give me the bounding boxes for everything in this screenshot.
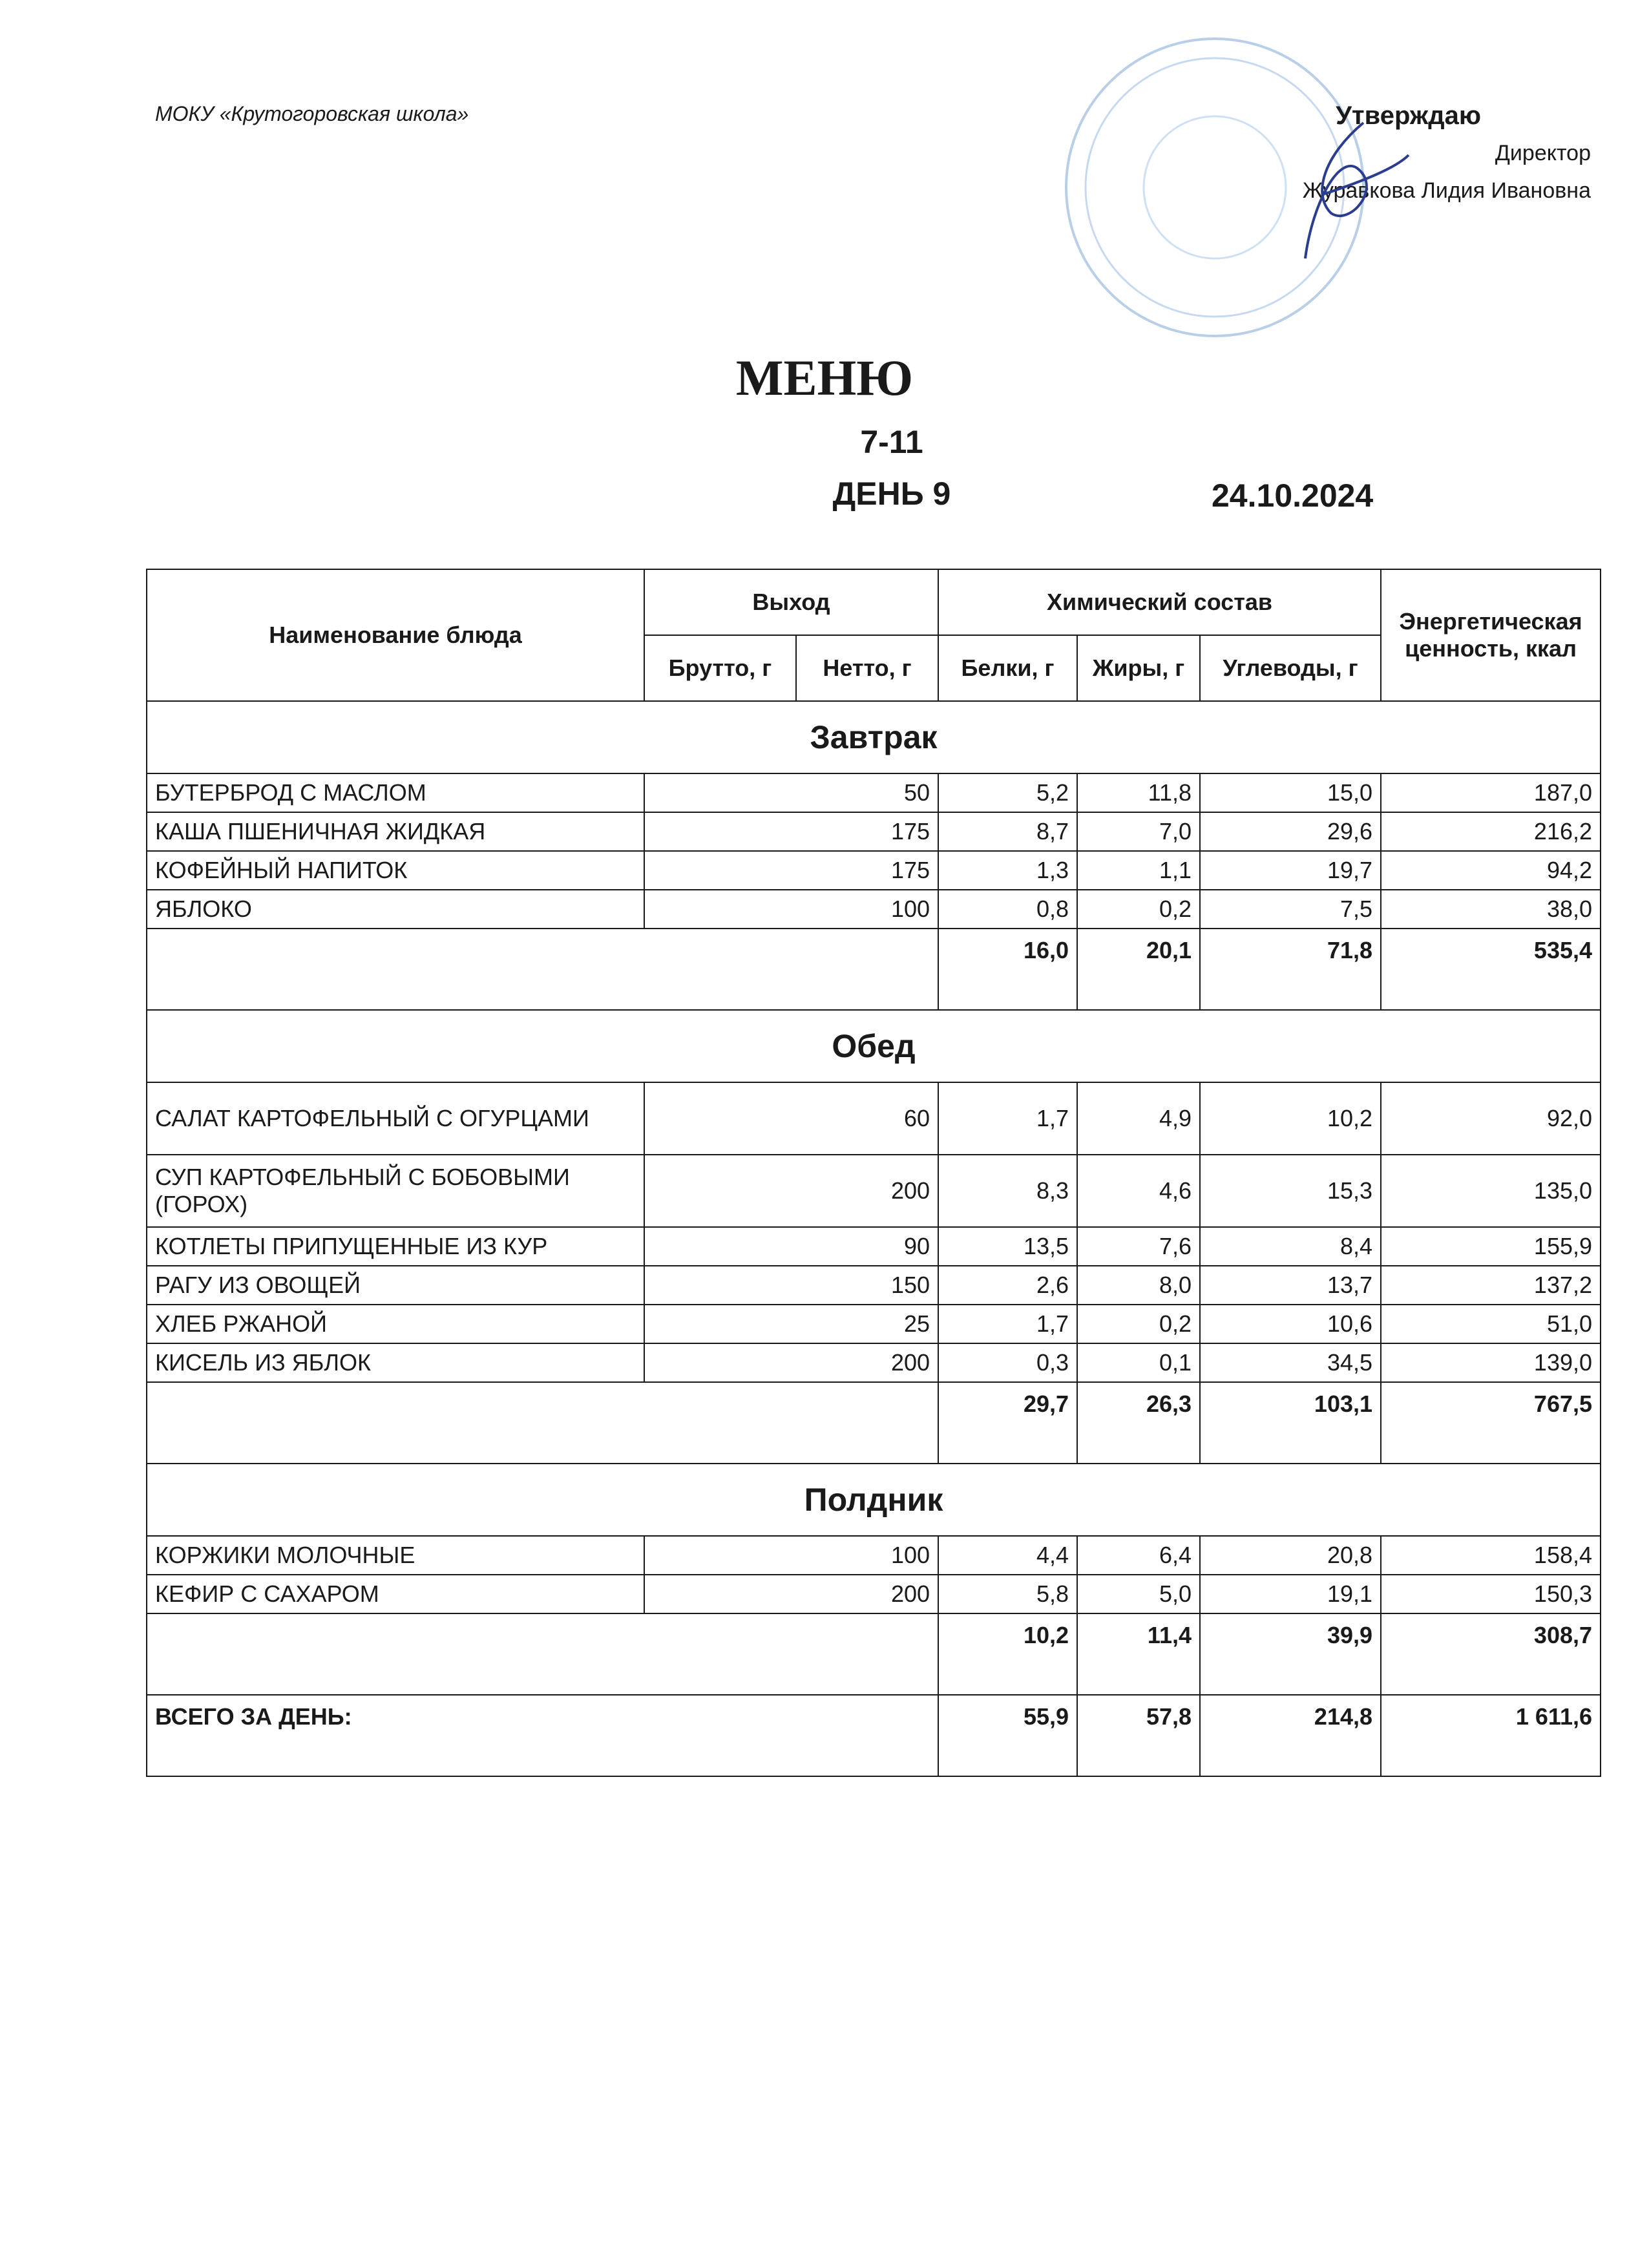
dish-carb: 10,6 — [1200, 1305, 1381, 1343]
table-row — [147, 1575, 1601, 1613]
total-energy: 308,7 — [1381, 1613, 1601, 1695]
table-row — [147, 851, 1601, 890]
dish-carb: 15,3 — [1200, 1155, 1381, 1227]
dish-energy: 38,0 — [1381, 890, 1601, 929]
approval-position: Директор — [1495, 141, 1591, 165]
total-energy: 535,4 — [1381, 929, 1601, 1010]
menu-day: ДЕНЬ 9 — [832, 476, 951, 512]
dish-netto: 200 — [644, 1155, 938, 1227]
dish-name: КАША ПШЕНИЧНАЯ ЖИДКАЯ — [147, 812, 644, 851]
col-netto-header: Нетто, г — [796, 635, 938, 701]
dish-fat: 6,4 — [1077, 1536, 1200, 1575]
col-name-header: Наименование блюда — [147, 569, 644, 701]
total-carb: 103,1 — [1200, 1382, 1381, 1464]
dish-energy: 51,0 — [1381, 1305, 1601, 1343]
dish-carb: 34,5 — [1200, 1343, 1381, 1382]
day-total-label: ВСЕГО ЗА ДЕНЬ: — [147, 1695, 938, 1776]
dish-energy: 187,0 — [1381, 773, 1601, 812]
dish-carb: 29,6 — [1200, 812, 1381, 851]
total-energy: 767,5 — [1381, 1382, 1601, 1464]
col-carb-header: Углеводы, г — [1200, 635, 1381, 701]
approval-name: Журавкова Лидия Ивановна — [1302, 178, 1591, 203]
table-row — [147, 1266, 1601, 1305]
total-blank — [147, 1382, 938, 1464]
dish-carb: 15,0 — [1200, 773, 1381, 812]
dish-netto: 100 — [644, 1536, 938, 1575]
menu-table — [146, 569, 1601, 1777]
dish-energy: 139,0 — [1381, 1343, 1601, 1382]
dish-carb: 13,7 — [1200, 1266, 1381, 1305]
dish-netto: 50 — [644, 773, 938, 812]
table-row — [147, 1536, 1601, 1575]
day-total-fat: 57,8 — [1077, 1695, 1200, 1776]
col-brutto-header: Брутто, г — [644, 635, 796, 701]
dish-carb: 20,8 — [1200, 1536, 1381, 1575]
dish-netto: 200 — [644, 1343, 938, 1382]
dish-netto: 100 — [644, 890, 938, 929]
dish-carb: 19,1 — [1200, 1575, 1381, 1613]
table-row — [147, 1082, 1601, 1155]
total-carb: 39,9 — [1200, 1613, 1381, 1695]
dish-fat: 5,0 — [1077, 1575, 1200, 1613]
day-total-energy: 1 611,6 — [1381, 1695, 1601, 1776]
section-row — [147, 1464, 1601, 1536]
dish-protein: 1,3 — [938, 851, 1077, 890]
dish-netto: 150 — [644, 1266, 938, 1305]
dish-fat: 7,0 — [1077, 812, 1200, 851]
total-blank — [147, 929, 938, 1010]
dish-energy: 137,2 — [1381, 1266, 1601, 1305]
col-output-header: Выход — [644, 569, 938, 635]
total-protein: 16,0 — [938, 929, 1077, 1010]
total-fat: 20,1 — [1077, 929, 1200, 1010]
total-blank — [147, 1613, 938, 1695]
dish-fat: 8,0 — [1077, 1266, 1200, 1305]
dish-energy: 155,9 — [1381, 1227, 1601, 1266]
dish-fat: 1,1 — [1077, 851, 1200, 890]
day-total-row — [147, 1695, 1601, 1776]
total-fat: 26,3 — [1077, 1382, 1200, 1464]
dish-carb: 7,5 — [1200, 890, 1381, 929]
dish-protein: 2,6 — [938, 1266, 1077, 1305]
dish-energy: 150,3 — [1381, 1575, 1601, 1613]
dish-fat: 11,8 — [1077, 773, 1200, 812]
dish-netto: 175 — [644, 851, 938, 890]
day-total-protein: 55,9 — [938, 1695, 1077, 1776]
dish-carb: 10,2 — [1200, 1082, 1381, 1155]
dish-name: ЯБЛОКО — [147, 890, 644, 929]
document-title: МЕНЮ — [735, 350, 914, 406]
dish-protein: 1,7 — [938, 1082, 1077, 1155]
dish-name: СУП КАРТОФЕЛЬНЫЙ С БОБОВЫМИ (ГОРОХ) — [147, 1155, 644, 1227]
dish-energy: 92,0 — [1381, 1082, 1601, 1155]
table-row — [147, 1305, 1601, 1343]
approval-title: Утверждаю — [1336, 101, 1481, 130]
dish-netto: 25 — [644, 1305, 938, 1343]
section-row — [147, 1010, 1601, 1082]
dish-protein: 4,4 — [938, 1536, 1077, 1575]
dish-fat: 0,1 — [1077, 1343, 1200, 1382]
dish-netto: 60 — [644, 1082, 938, 1155]
dish-netto: 90 — [644, 1227, 938, 1266]
table-row — [147, 1227, 1601, 1266]
total-carb: 71,8 — [1200, 929, 1381, 1010]
dish-protein: 5,2 — [938, 773, 1077, 812]
dish-name: КИСЕЛЬ ИЗ ЯБЛОК — [147, 1343, 644, 1382]
dish-protein: 0,8 — [938, 890, 1077, 929]
total-protein: 29,7 — [938, 1382, 1077, 1464]
total-protein: 10,2 — [938, 1613, 1077, 1695]
dish-energy: 94,2 — [1381, 851, 1601, 890]
dish-name: САЛАТ КАРТОФЕЛЬНЫЙ С ОГУРЦАМИ — [147, 1082, 644, 1155]
section-title: Завтрак — [147, 701, 1601, 773]
dish-name: РАГУ ИЗ ОВОЩЕЙ — [147, 1266, 644, 1305]
dish-protein: 5,8 — [938, 1575, 1077, 1613]
dish-carb: 8,4 — [1200, 1227, 1381, 1266]
table-row — [147, 890, 1601, 929]
col-energy-header: Энергетическая ценность, ккал — [1381, 569, 1601, 701]
section-title: Полдник — [147, 1464, 1601, 1536]
dish-protein: 13,5 — [938, 1227, 1077, 1266]
day-total-carb: 214,8 — [1200, 1695, 1381, 1776]
dish-fat: 0,2 — [1077, 1305, 1200, 1343]
section-title: Обед — [147, 1010, 1601, 1082]
col-protein-header: Белки, г — [938, 635, 1077, 701]
col-fat-header: Жиры, г — [1077, 635, 1200, 701]
dish-protein: 0,3 — [938, 1343, 1077, 1382]
signature-icon — [1286, 116, 1415, 265]
dish-energy: 216,2 — [1381, 812, 1601, 851]
table-row — [147, 1343, 1601, 1382]
dish-name: КОФЕЙНЫЙ НАПИТОК — [147, 851, 644, 890]
dish-name: КОРЖИКИ МОЛОЧНЫЕ — [147, 1536, 644, 1575]
table-row — [147, 812, 1601, 851]
dish-fat: 4,6 — [1077, 1155, 1200, 1227]
col-chem-header: Химический состав — [938, 569, 1381, 635]
dish-protein: 1,7 — [938, 1305, 1077, 1343]
dish-name: ХЛЕБ РЖАНОЙ — [147, 1305, 644, 1343]
dish-netto: 175 — [644, 812, 938, 851]
dish-name: КЕФИР С САХАРОМ — [147, 1575, 644, 1613]
menu-date: 24.10.2024 — [1212, 478, 1374, 514]
table-row — [147, 773, 1601, 812]
dish-fat: 0,2 — [1077, 890, 1200, 929]
dish-carb: 19,7 — [1200, 851, 1381, 890]
dish-protein: 8,3 — [938, 1155, 1077, 1227]
dish-fat: 4,9 — [1077, 1082, 1200, 1155]
age-group: 7-11 — [860, 424, 923, 460]
section-total-row — [147, 1613, 1601, 1695]
dish-netto: 200 — [644, 1575, 938, 1613]
dish-protein: 8,7 — [938, 812, 1077, 851]
dish-name: КОТЛЕТЫ ПРИПУЩЕННЫЕ ИЗ КУР — [147, 1227, 644, 1266]
section-row — [147, 701, 1601, 773]
dish-fat: 7,6 — [1077, 1227, 1200, 1266]
dish-energy: 135,0 — [1381, 1155, 1601, 1227]
section-total-row — [147, 929, 1601, 1010]
dish-name: БУТЕРБРОД С МАСЛОМ — [147, 773, 644, 812]
table-row — [147, 1155, 1601, 1227]
section-total-row — [147, 1382, 1601, 1464]
dish-energy: 158,4 — [1381, 1536, 1601, 1575]
organization-name: МОКУ «Крутогоровская школа» — [155, 102, 469, 125]
total-fat: 11,4 — [1077, 1613, 1200, 1695]
